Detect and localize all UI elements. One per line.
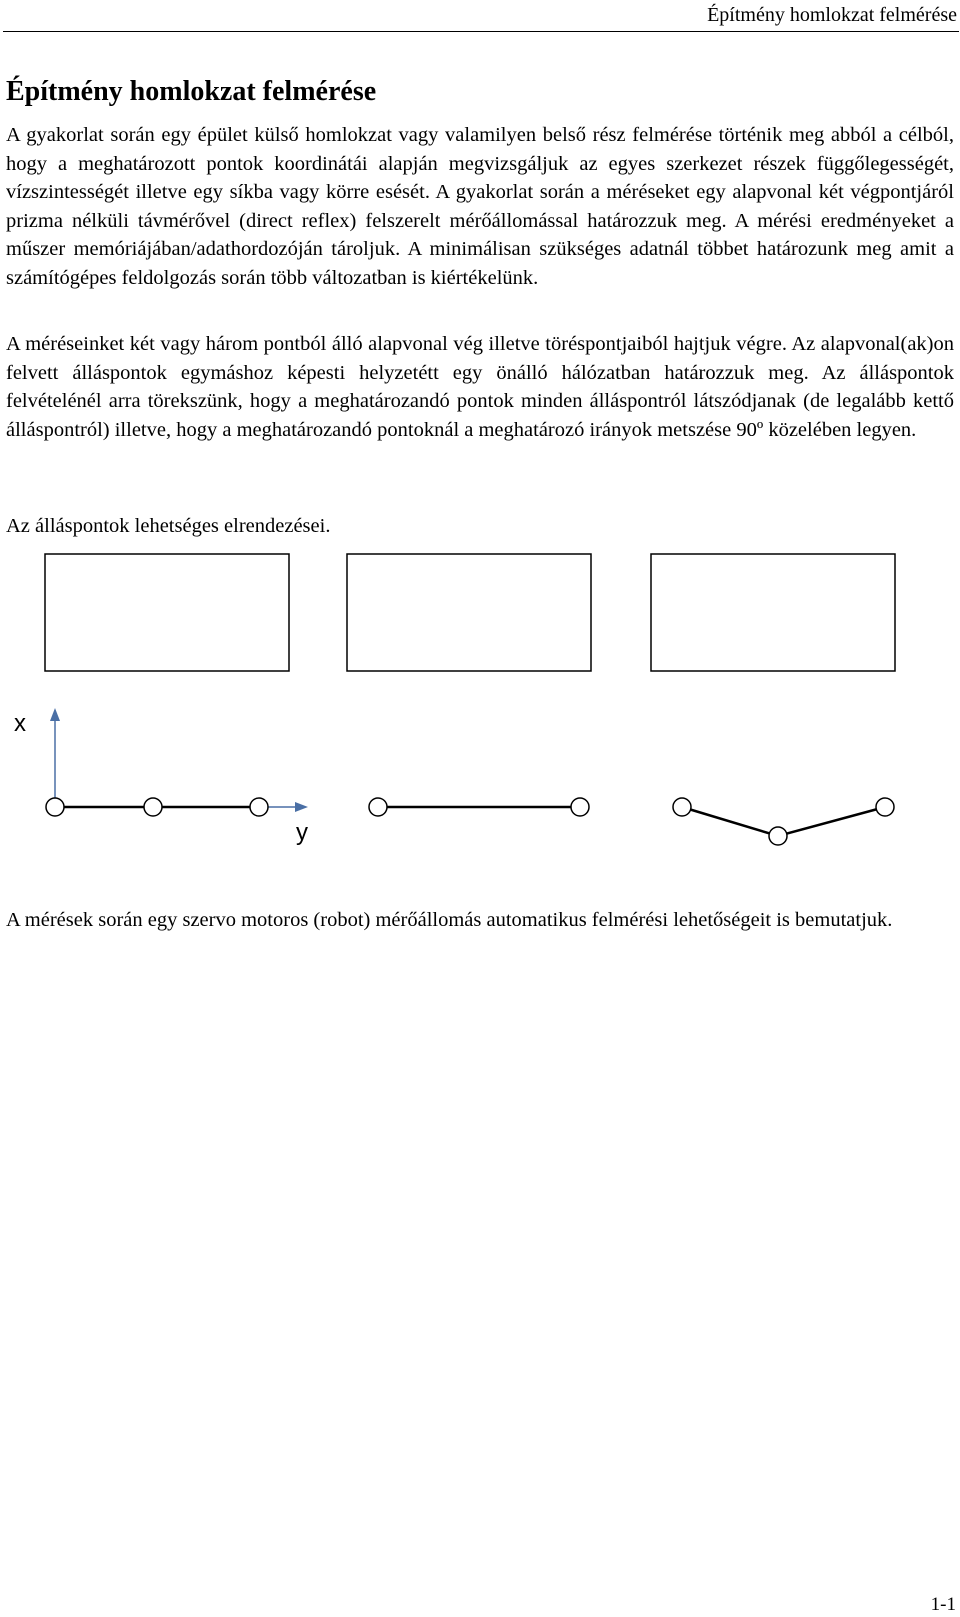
station-layout-diagram: [6, 544, 960, 894]
paragraph-method: A méréseinket két vagy három pontból álló alapvonal vég illetve töréspontjaiból hajtjuk végre. Az alapvonal(ak)on felvett álláspontok egymáshoz képesti helyzetétt egy önálló hálózatban határozzuk meg. Az álláspontok felvételénél arra törekszünk, hogy a meghatározandó pontok minden álláspontról látszódjanak (de legalább kettő álláspontról) illetve, hogy a meghatározandó pontoknál a meghatározó irányok metszése 90º közelében legyen.: [6, 333, 954, 441]
header-divider: [3, 31, 959, 32]
y-axis-arrow-icon: [295, 802, 308, 812]
y-axis-label: y: [296, 819, 308, 846]
x-axis-arrow-icon: [50, 708, 60, 721]
paragraph-figure-caption: Az álláspontok lehetséges elrendezései.: [6, 515, 331, 537]
station-point: [571, 798, 589, 816]
station-point: [46, 798, 64, 816]
page-title: Építmény homlokzat felmérése: [6, 76, 377, 107]
page-number: 1-1: [930, 1594, 956, 1615]
station-point: [250, 798, 268, 816]
station-point: [369, 798, 387, 816]
facade-rectangle-2: [347, 554, 591, 671]
station-point: [144, 798, 162, 816]
station-point: [876, 798, 894, 816]
station-layout-figure: [6, 544, 960, 894]
running-header: Építmény homlokzat felmérése: [707, 4, 957, 26]
facade-rectangle-3: [651, 554, 895, 671]
x-axis-label: x: [14, 710, 26, 737]
station-point: [769, 827, 787, 845]
paragraph-intro: A gyakorlat során egy épület külső homlokzat vagy valamilyen belső rész felmérése történik meg abból a célból, hogy a meghatározott pontok koordinátái alapján megvizsgáljuk az egyes szerkezet részek függőlegességét, vízszintességét illetve egy síkba vagy körre esését. A gyakorlat során a méréseket egy alapvonal két végpontjáról prizma nélküli távmérővel (direct reflex) felszerelt mérőállomással határozzuk meg. A mérési eredményeket a műszer memóriájában/adathordozóján tároljuk. A minimálisan szükséges adatnál többet határozunk meg amit a számítógépes feldolgozás során több változatban is kiértékelünk.: [6, 124, 954, 289]
station-point: [673, 798, 691, 816]
facade-rectangle-1: [45, 554, 289, 671]
paragraph-robot-station: A mérések során egy szervo motoros (robot) mérőállomás automatikus felmérési lehetőségeit is bemutatjuk.: [6, 909, 893, 931]
